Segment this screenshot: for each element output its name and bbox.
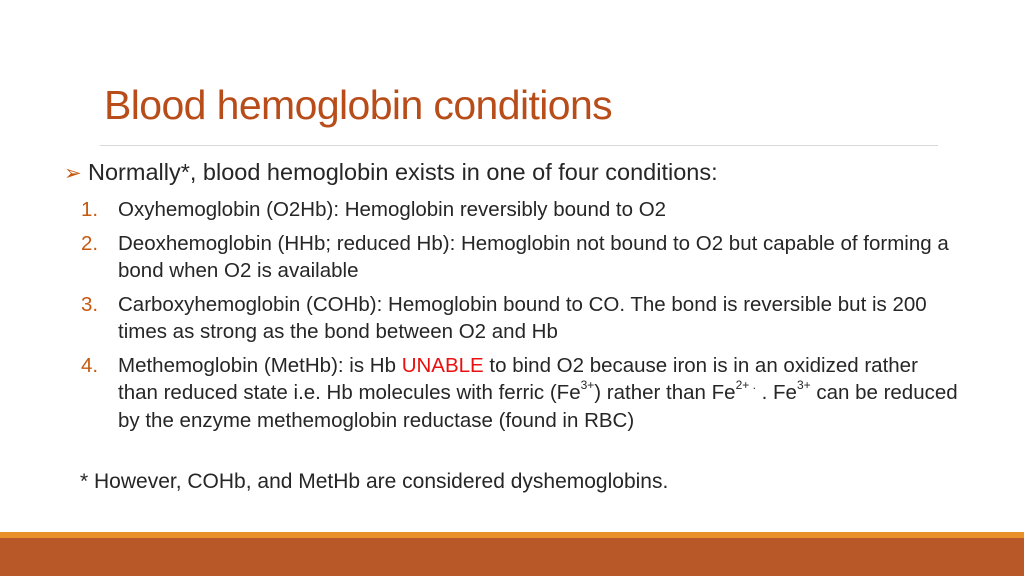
list-number: 3. (81, 292, 99, 316)
title-divider (100, 145, 938, 146)
conditions-list (78, 196, 958, 440)
list-item-text: Carboxyhemoglobin (COHb): Hemoglobin bound to CO. The bond is reversible but is 200 times as strong as the bond between O2 and Hb (118, 292, 927, 343)
intro-text: Normally*, blood hemoglobin exists in one of four conditions: (88, 159, 718, 185)
list-item (78, 196, 958, 224)
unable-highlight: UNABLE (401, 353, 484, 377)
slide-title: Blood hemoglobin conditions (104, 82, 613, 128)
list-number: 1. (81, 198, 99, 221)
list-item-text: Oxyhemoglobin (O2Hb): Hemoglobin reversibly bound to O2 (118, 198, 667, 221)
list-item-text: Methemoglobin (MetHb): is Hb UNABLE to bind O2 because iron is in an oxidized rather than reduced state i.e. Hb molecules with ferric $(Fe^{3+})$ rather than $Fe^{2+ .}$ . $Fe^{3+}$ can be reduced by the enzyme methemoglobin reductase (found in RBC) (118, 353, 958, 432)
arrow-bullet-icon: ➢ (64, 162, 82, 185)
list-item (78, 291, 958, 346)
list-item (78, 352, 958, 435)
list-number: 2. (81, 231, 99, 255)
list-item (78, 230, 958, 285)
superscript: 3+ (580, 378, 595, 393)
list-item-text: Deoxhemoglobin (HHb; reduced Hb): Hemoglobin not bound to O2 but capable of forming a bond when O2 is available (118, 231, 949, 282)
superscript: 3+ (796, 378, 811, 393)
list-number: 4. (81, 353, 99, 377)
superscript: 2+ . (735, 378, 756, 393)
intro-bullet-line (64, 159, 718, 186)
footer-bar (0, 538, 1024, 576)
footnote: * However, COHb, and MetHb are considered dyshemoglobins. (80, 470, 669, 493)
